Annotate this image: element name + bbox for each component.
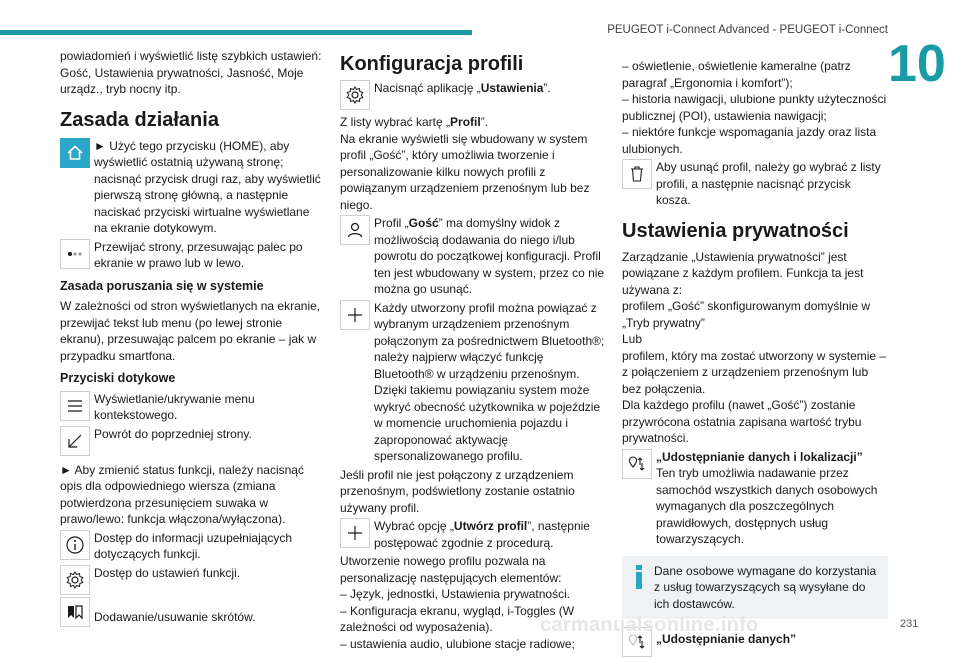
privacy-guest: profilem „Gość” skonfigurowanym domyślnie w „Tryb prywatny” — [622, 299, 871, 330]
delete-profile-instruction — [622, 159, 888, 209]
settings-instruction — [60, 565, 322, 595]
privacy-or: Lub — [622, 332, 643, 346]
list-item: – Język, jednostki, Ustawienia prywatności. — [340, 587, 571, 601]
info-note-box — [622, 556, 888, 620]
open-settings-instruction — [340, 80, 605, 110]
new-profile-text: Utworzenie nowego profilu pozwala na personalizację następujących elementów: — [340, 554, 562, 585]
chapter-number: 10 — [888, 35, 946, 93]
settings-text: Dostęp do ustawień funkcji. — [94, 565, 241, 580]
column-2 — [340, 48, 605, 652]
create-profile-instruction — [340, 518, 605, 551]
heading-privacy: Ustawienia prywatności — [622, 219, 849, 242]
select-tab-text: Z listy wybrać kartę „Profil”. — [340, 115, 489, 129]
unlinked-profile-text: Jeśli profil nie jest połączony z urządzeniem przenośnym, podświetlony zostanie ostatnio używany profil. — [340, 467, 575, 515]
privacy-restore: Dla każdego profilu (nawet „Gość”) zostanie przywrócona ostatnia zapisana wartość trybu prywatności. — [622, 398, 862, 445]
home-icon — [60, 138, 90, 168]
back-arrow-icon — [60, 426, 90, 456]
swipe-text: Przewijać strony, przesuwając palec po ekranie w prawo lub w lewo. — [94, 239, 303, 270]
menu-icon — [60, 391, 90, 421]
privacy-intro: Zarządzanie „Ustawienia prywatności” jest powiązane z każdym profilem. Funkcja ta jest używana z: — [622, 249, 864, 297]
location-sharing-icon — [622, 449, 652, 479]
info-note-text: Dane osobowe wymagane do korzystania z usług towarzyszących są wysyłane do ich dostawców. — [654, 563, 877, 611]
home-instruction — [60, 138, 322, 237]
guest-profile-text: Na ekranie wyświetli się wbudowany w system profil „Gość”, który umożliwia tworzenie i personalizowanie kilku nowych profili z powiązanym urządzeniem przenośnym lub bez niego. — [340, 131, 590, 212]
intro-paragraph: powiadomień i wyświetlić listę szybkich ustawień: Gość, Ustawienia prywatności, Jasność, Moje urządz., tryb nocny itp. — [60, 49, 322, 96]
menu-instruction — [60, 391, 322, 424]
shortcut-instruction — [60, 597, 322, 627]
list-item: – oświetlenie, oświetlenie kameralne (patrz paragraf „Ergonomia i komfort”); — [622, 59, 851, 90]
share-data-title: „Udostępnianie danych” — [656, 632, 797, 646]
plus-icon — [340, 300, 370, 330]
create-profile-text: Wybrać opcję „Utwórz profil”, następnie postępować zgodnie z procedurą. — [374, 519, 590, 550]
column-3 — [622, 48, 888, 659]
list-item: – niektóre funkcje wspomagania jazdy oraz lista ulubionych. — [622, 125, 877, 156]
swipe-instruction — [60, 239, 322, 272]
gear-icon — [340, 80, 370, 110]
menu-text: Wyświetlanie/ukrywanie menu kontekstowego. — [94, 391, 255, 422]
share-location-mode — [622, 449, 888, 548]
share-location-description: „Udostępnianie danych i lokalizacji” Ten tryb umożliwia nadawanie przez samochód wszystkich danych osobowych wymaganych dla poszczególnych prawidłowych, dostępnych usług towarzyszących. — [656, 449, 878, 546]
column-1 — [60, 48, 322, 629]
watermark: carmanualsonline.info — [540, 614, 759, 636]
shortcut-text: Dodawanie/usuwanie skrótów. — [94, 609, 256, 624]
list-item: – historia nawigacji, ulubione punkty użyteczności publicznej (POI), ustawienia nawigacji; — [622, 92, 887, 123]
back-instruction — [60, 426, 322, 456]
home-text: ► Użyć tego przycisku (HOME), aby wyświetlić ostatnią używaną stronę; nacisnąć przycisk drugi raz, aby wyświetlić pierwszą stronę główną, a następnie naciskać przyciski wirtualne wyświetlane na ekranie dotykowym. — [94, 138, 321, 235]
trash-icon — [622, 159, 652, 189]
list-item: – Konfiguracja ekranu, wygląd, i-Toggles (W zależności od wyposażenia). — [340, 603, 575, 634]
open-settings-text: Nacisnąć aplikację „Ustawienia”. — [374, 81, 551, 95]
link-device-text: Każdy utworzony profil można powiązać z wybranym urządzeniem przenośnym połączonym za pośrednictwem Bluetooth®; należy najpierw włączyć funkcję Bluetooth® w urządzeniu przenośnym. Dzięki takiemu powiązaniu system może wykryć obecność użytkownika w pojeździe w momencie uruchomienia pojazdu i zaproponować aktywację spersonalizowanego profilu. — [374, 300, 605, 463]
link-device-instruction — [340, 300, 605, 465]
info-note-icon — [630, 563, 648, 589]
subheading-navigation: Zasada poruszania się w systemie — [60, 278, 264, 293]
info-text: Dostęp do informacji uzupełniających dotyczących funkcji. — [94, 530, 293, 561]
guest-profile-description: Profil „Gość” ma domyślny widok z możliwością dodawania do niego i/lub powrotu do początkowej konfiguracji. Profil ten jest wbudowany w system, przez co nie można go usunąć. — [374, 216, 605, 296]
back-text: Powrót do poprzedniej strony. — [94, 426, 252, 441]
heading-profiles: Konfiguracja profili — [340, 53, 524, 75]
header-accent-bar — [0, 30, 472, 35]
privacy-user: profilem, który ma zostać utworzony w systemie – z połączeniem z urządzeniem przenośnym lub bez połączenia. — [622, 348, 887, 396]
toggle-text: ► Aby zmienić status funkcji, należy nacisnąć opis dla odpowiedniego wiersza (zmiana potwierdzona przesunięciem suwaka w prawo/lewo: funkcja włączona/wyłączona). — [60, 462, 304, 526]
share-location-title: „Udostępnianie danych i lokalizacji” — [656, 449, 863, 464]
bookmark-icon — [60, 597, 90, 627]
user-profile-icon — [340, 215, 370, 245]
gear-icon — [60, 565, 90, 595]
navigation-text: W zależności od stron wyświetlanych na ekranie, przewijać tekst lub menu (po lewej stronie ekranu), przesuwając palcem po ekranie – jak w przypadku smartfona. — [60, 299, 321, 363]
guest-instruction — [340, 215, 605, 298]
plus-icon — [340, 518, 370, 548]
page-dots-icon — [60, 239, 90, 269]
subheading-touch-buttons: Przyciski dotykowe — [60, 371, 176, 385]
list-item: – ustawienia audio, ulubione stacje radiowe; — [340, 636, 575, 651]
info-instruction — [60, 530, 322, 563]
running-header: PEUGEOT i-Connect Advanced - PEUGEOT i-Connect — [607, 24, 888, 36]
page-number: 231 — [900, 618, 919, 630]
info-icon — [60, 530, 90, 560]
heading-principle: Zasada działania — [60, 108, 219, 131]
delete-profile-text: Aby usunąć profil, należy go wybrać z listy profili, a następnie nacisnąć przycisk kosza. — [656, 160, 881, 207]
